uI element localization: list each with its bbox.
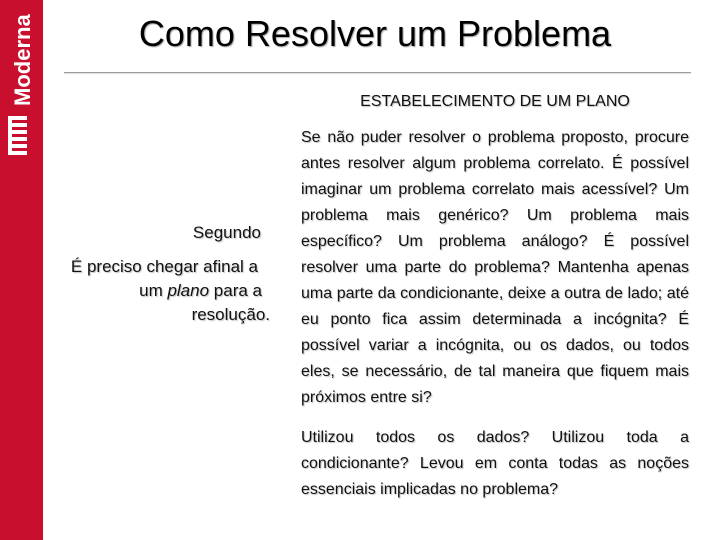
plan-paragraph-2: Utilizou todos os dados? Utilizou toda a condicionante? Levou em conta todas as noções essenciais implicadas no problema? [301, 429, 689, 498]
step-description-line-2-end: para a [209, 281, 262, 300]
moderna-logo-icon [4, 4, 40, 160]
step-summary [30, 221, 270, 327]
moderna-logo [4, 4, 40, 160]
step-description [30, 255, 270, 327]
plan-guidance-text [301, 125, 689, 503]
step-description-line-3: resolução. [191, 305, 270, 324]
title-divider [64, 72, 691, 73]
step-description-line-1: É preciso chegar afinal a [70, 257, 258, 276]
svg-text:Moderna: Moderna [10, 14, 35, 106]
step-label: Segundo [192, 223, 261, 242]
step-description-emphasis: plano [167, 281, 210, 300]
plan-paragraph-1: Se não puder resolver o problema proposto, procure antes resolver algum problema correlato. É possível imaginar um problema correlato mais acessível? Um problema mais genérico? Um problema mais específico? Um problema análogo? É possível resolver uma parte do problema? Mantenha apenas uma parte da condicionante, deixe a outra de lado; até eu ponto fica assim determinada a incógnita? É possível variar a incógnita, ou os dados, ou todos eles, se necessário, de tal maneira que fiquem mais próximos entre si? [301, 129, 689, 406]
section-heading: ESTABELECIMENTO DE UM PLANO [360, 93, 630, 110]
step-description-line-2 [30, 279, 270, 303]
slide-title: Como Resolver um Problema [138, 13, 612, 54]
step-description-line-2-start: um [139, 281, 168, 300]
